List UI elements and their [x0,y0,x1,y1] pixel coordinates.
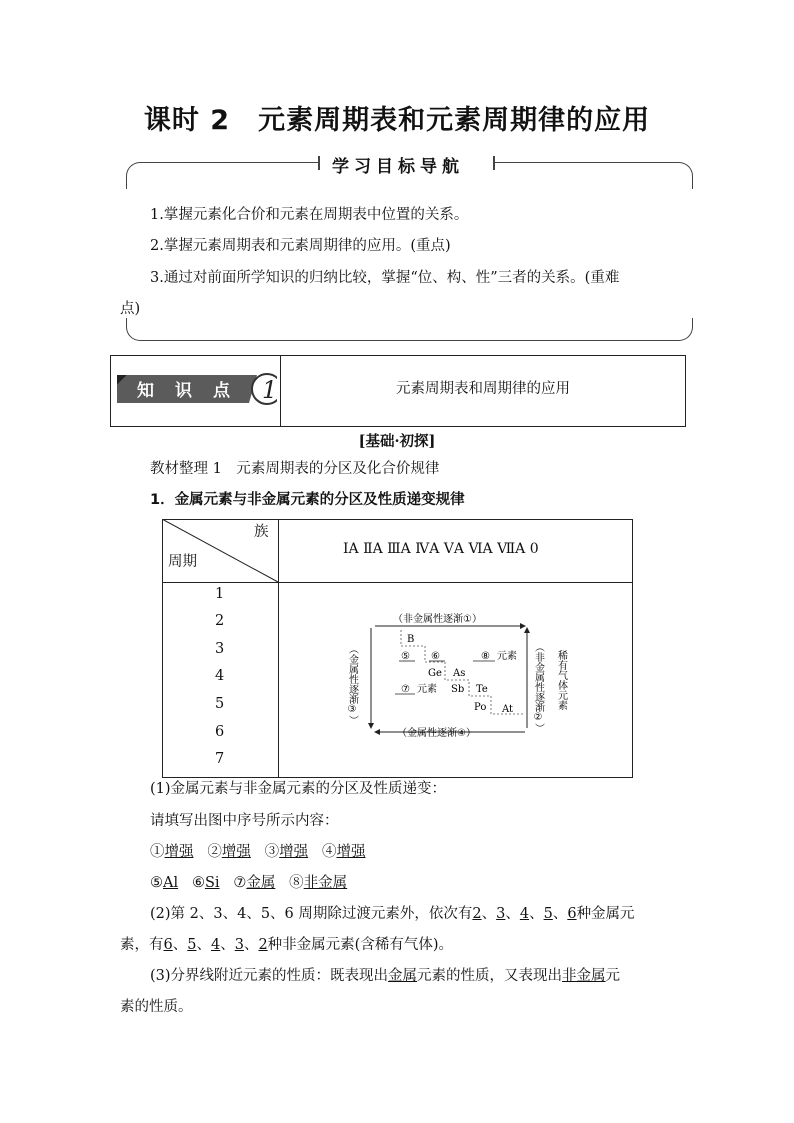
q2-nonmetal-5: 2 [258,937,268,953]
blank-7-element-word: 元素 [417,684,437,695]
q3-answer-2: 非金属 [562,968,606,984]
goal-item-2: 2.掌握元素周期表和元素周期律的应用。(重点) [150,238,451,254]
goal-item-3-cont: 点) [120,301,141,317]
answer-num-4: ④ [321,844,337,860]
top-arrow-label: （非金属性逐渐①） [393,614,482,625]
blank-6: ⑥ [431,651,440,662]
answer-num-6: ⑥ [191,875,205,891]
bottom-arrow-label: （金属性逐渐④） [397,728,476,739]
material-heading: 教材整理 1 元素周期表的分区及化合价规律 [150,461,440,477]
q2-line1: (2)第 2、3、4、5、6 周期除过渡元素外，依次有2、3、4、5、6种金属元 [150,906,635,922]
element-Ge: Ge [428,668,442,679]
q1-answers-row2 [150,873,347,893]
answer-8: 非金属 [303,875,348,891]
period-1: 1 [215,586,225,602]
answer-num-3: ③ [264,844,280,860]
q2-line2-prefix: 素，有 [120,937,164,953]
goals-bracket-bottom [126,318,693,341]
banner-number: 1 [262,376,277,404]
element-As: As [453,668,466,679]
goals-heading-tick-left [318,156,320,170]
q2-metal-4: 5 [543,906,553,922]
answer-2: 增强 [221,844,251,860]
blank-8: ⑧ [481,651,490,662]
right-arrow-label: （非金属性逐渐②） [532,642,544,733]
q2-nonmetal-2: 5 [187,937,197,953]
element-B: B [407,634,415,645]
answer-num-2: ② [207,844,222,860]
q2-prefix: (2)第 2、3、4、5、6 周期除过渡元素外，依次有 [150,906,473,922]
q2-line2: 素，有6、5、4、3、2种非金属元素(含稀有气体)。 [120,937,453,953]
q2-metal-3: 4 [519,906,530,922]
answer-6: Si [204,875,220,891]
q1-label: (1)金属元素与非金属元素的分区及性质递变： [150,781,447,797]
corner-label-group: 族 [254,524,269,540]
period-3: 3 [215,641,225,657]
subheading: 1．金属元素与非金属元素的分区及性质递变规律 [150,492,465,508]
q2-nonmetal-4: 3 [234,937,244,953]
period-6: 6 [215,724,225,740]
q3-line2: 素的性质。 [120,999,193,1015]
knowledge-banner [117,371,277,407]
answer-3: 增强 [279,844,309,860]
q3-line1 [150,966,620,986]
period-4: 4 [215,668,225,684]
goals-heading-tick-right [493,156,495,170]
answer-num-8: ⑧ [289,875,304,891]
q3-suffix: 元 [605,968,621,984]
answer-4: 增强 [336,844,366,860]
knowledge-topic: 元素周期表和周期律的应用 [396,381,570,397]
section-label: [基础·初探] [358,433,436,450]
element-Sb: Sb [451,684,465,695]
answer-num-7: ⑦ [233,875,247,891]
q2-metal-suffix: 种金属元 [576,906,635,922]
answer-1: 增强 [164,844,194,860]
goal-item-3: 3.通过对前面所学知识的归纳比较，掌握“位、构、性”三者的关系。(重难 [150,270,620,286]
q3-prefix: (3)分界线附近元素的性质：既表现出 [150,968,389,984]
groups-header: ⅠA ⅡA ⅢA ⅣA ⅤA ⅥA ⅦA 0 [343,541,539,557]
goal-item-1: 1.掌握元素化合价和元素在周期表中位置的关系。 [150,207,469,223]
q1-instruction: 请填写出图中序号所示内容： [150,813,339,829]
period-5: 5 [215,696,225,712]
page-title: 课时 2 元素周期表和元素周期律的应用 [143,105,651,136]
element-Po: Po [474,702,487,713]
q2-metal-1: 2 [472,906,482,922]
blank-7: ⑦ [401,684,410,695]
q1-answers-row1 [150,842,365,862]
answer-7: 金属 [246,875,276,891]
banner-char-1: 知 [137,381,154,401]
q2-nonmetal-1: 6 [163,937,173,953]
q2-metal-2: 3 [496,906,506,922]
goals-heading: 学习目标导航 [332,157,464,177]
period-7: 7 [215,751,225,767]
partition-diagram [335,606,575,746]
noble-gas-label: 稀有气体元素 [555,650,567,710]
element-At: At [502,704,514,715]
blank-8-element-word: 元素 [497,651,517,662]
q3-answer-1: 金属 [388,968,418,984]
period-2: 2 [215,613,225,629]
knowledge-box-divider [280,355,281,426]
banner-char-2: 识 [175,381,192,401]
corner-label-period: 周期 [168,554,197,570]
blank-5: ⑤ [401,651,410,662]
left-arrow-label: （金属性逐渐③） [346,644,358,725]
answer-num-5: ⑤ [150,875,163,891]
element-Te: Te [476,684,488,695]
answer-5: Al [163,875,179,891]
banner-char-3: 点 [213,381,230,401]
answer-num-1: ① [150,844,165,860]
q3-middle: 元素的性质，又表现出 [417,968,563,984]
q2-nonmetal-suffix: 种非金属元素(含稀有气体)。 [267,937,453,953]
q2-nonmetal-3: 4 [210,937,221,953]
q2-metal-5: 6 [567,906,577,922]
